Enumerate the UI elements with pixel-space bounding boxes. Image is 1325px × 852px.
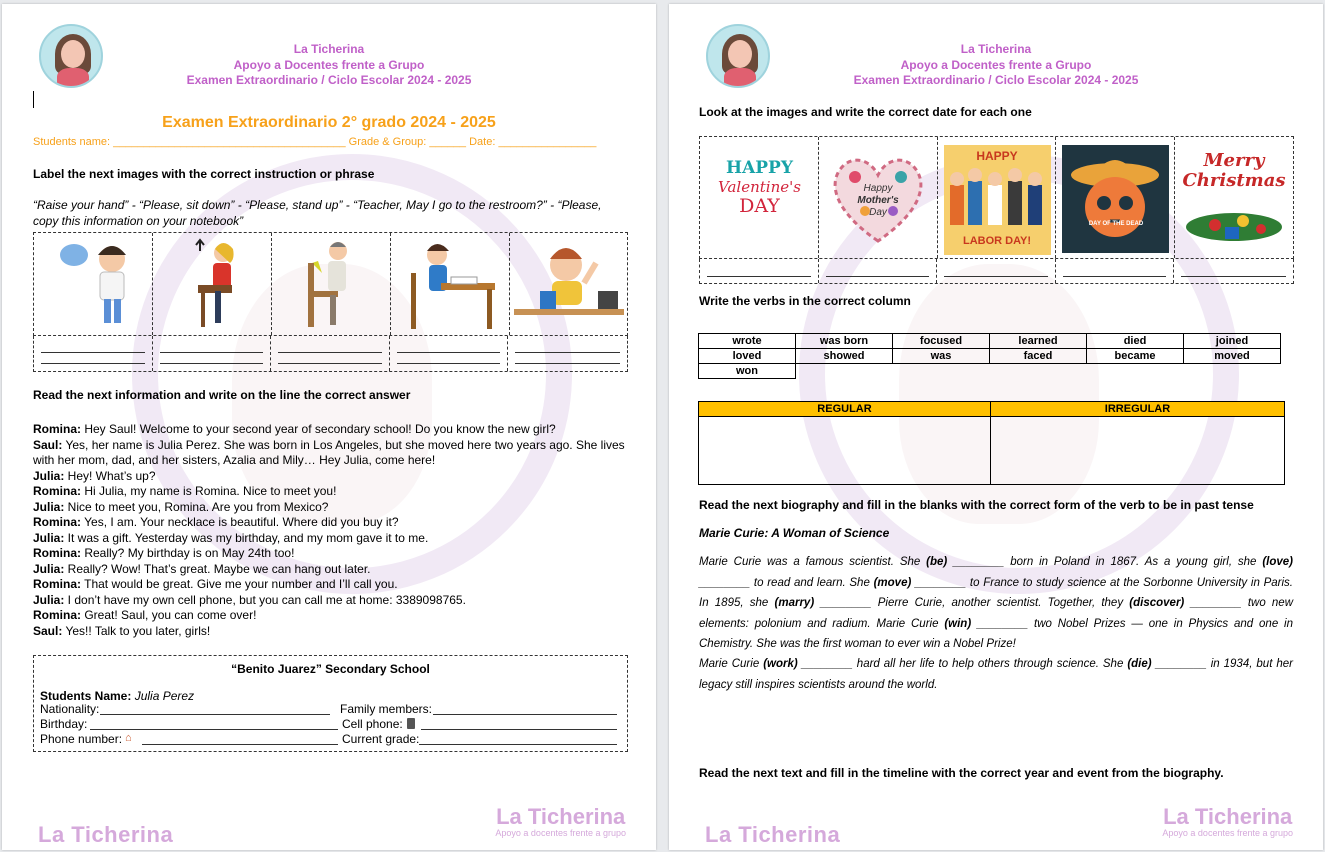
verb-cell: died (1087, 334, 1184, 349)
dialogue (33, 422, 628, 639)
image-raise-hand (510, 233, 629, 335)
dialogue-speaker: Saul: (33, 623, 63, 638)
footer-logo-brand: La Ticherina (496, 804, 626, 829)
card-nationality-label: Nationality: (40, 702, 100, 716)
regular-column[interactable] (699, 417, 991, 484)
header-subtitle: Apoyo a Docentes frente a Grupo (900, 57, 1092, 72)
verb-cell: won (699, 364, 796, 379)
dialogue-speaker: Saul: (33, 437, 63, 452)
dialogue-text: That would be great. Give me your number and I’ll call you. (81, 577, 398, 591)
verb-cell: learned (990, 334, 1087, 349)
header-exam: Examen Extraordinario / Ciclo Escolar 2024 - 2025 (853, 73, 1139, 87)
header-brand: La Ticherina (960, 42, 1032, 56)
card-phone-label: Phone number: (40, 732, 123, 746)
exam-title: Examen Extraordinario 2° grado 2024 - 2025 (162, 114, 496, 131)
verb-cell: showed (796, 349, 893, 364)
instruction-images-row (33, 232, 628, 336)
section-title-timeline: Read the next text and fill in the timeline with the correct year and event from the biography. (699, 766, 1224, 780)
dialogue-text: Hey Saul! Welcome to your second year of secondary school! Do you know the new girl? (81, 422, 556, 436)
date-blank[interactable] (819, 259, 938, 283)
dialogue-text: Yes, her name is Julia Perez. She was born in Los Angeles, but she moved here two years ago. She lives with her mom, dad, and her sisters, Azalia and Mily… Hey Julia, come here! (33, 437, 625, 467)
image-stand-up (153, 233, 272, 335)
document-header (669, 42, 1323, 89)
dialogue-line (33, 531, 628, 547)
answer-blank[interactable] (390, 336, 509, 371)
section-title-verbs: Write the verbs in the correct column (699, 294, 911, 308)
header-subtitle: Apoyo a Docentes frente a Grupo (233, 57, 425, 72)
dialogue-speaker: Julia: (33, 592, 65, 607)
regular-header: REGULAR (699, 402, 991, 417)
phone-blank[interactable] (142, 744, 338, 745)
verb-cue: (die) (1127, 658, 1152, 670)
card-name-label: Students Name: (40, 689, 132, 703)
card-school-name: “Benito Juarez” Secondary School (231, 662, 430, 676)
footer-logo (1162, 806, 1293, 838)
answer-blank[interactable] (271, 336, 390, 371)
dialogue-text: Yes!! Talk to you later, girls! (62, 623, 211, 638)
labor-day: LABOR DAY! (962, 235, 1032, 247)
bio-text: ________ hard all her life to help others through science. She (797, 658, 1128, 670)
mothers-happy: Happy (863, 183, 893, 194)
dialogue-text: Nice to meet you, Romina. Are you from Mexico? (64, 499, 329, 514)
bio-paragraph-2 (699, 654, 1293, 695)
verb-cell: loved (699, 349, 796, 364)
date-blank[interactable] (937, 259, 1056, 283)
card-grade-label: Current grade: (342, 732, 420, 746)
bio-text: ________ in 1934, but her legacy still inspires scientists around the world. (699, 658, 1293, 691)
valentine-happy: HAPPY (726, 158, 793, 178)
footer-logo-tagline: Apoyo a docentes frente a grupo (1162, 828, 1293, 838)
header-exam: Examen Extraordinario / Ciclo Escolar 2024 - 2025 (186, 73, 472, 87)
card-birthday-label: Birthday: (40, 717, 88, 731)
verb-cue: (move) (873, 576, 912, 589)
dialogue-text: It was a gift. Yesterday was my birthday, and my mom gave it to me. (64, 530, 429, 545)
section-title-dates: Look at the images and write the correct date for each one (699, 105, 1032, 119)
date-blank[interactable] (1174, 259, 1293, 283)
footer-logo-brand: La Ticherina (1163, 804, 1293, 829)
image-labor-day (938, 137, 1057, 258)
bio-text: ________ to France to study science at the Sorbonne University in Paris. In 1895, she (699, 576, 1293, 609)
dialogue-line (33, 577, 628, 593)
dialogue-speaker: Julia: (33, 561, 65, 576)
birthday-blank[interactable] (90, 729, 338, 730)
regular-irregular-table (698, 401, 1285, 485)
holiday-images-row (699, 136, 1294, 259)
verb-cell: was born (796, 334, 893, 349)
bio-text: ________ two Nobel Prizes — one in Physics and one in Chemistry. She was the first woman to ever win a Nobel Prize! (699, 617, 1294, 650)
dialogue-text: I don’t have my own cell phone, but you can call me at home: 3389098765. (64, 592, 466, 607)
dialogue-text: Really? My birthday is on May 24th too! (81, 546, 295, 560)
mothers-name: Mother's (857, 195, 899, 206)
verb-cue: (marry) (774, 597, 815, 609)
dialogue-line (33, 608, 628, 624)
verb-cell: became (1087, 349, 1184, 364)
card-name-value: Julia Perez (134, 689, 195, 703)
house-icon: ⌂ (125, 732, 132, 744)
bio-text: ________ two new elements: polonium and radium. Marie Curie (699, 597, 1294, 630)
dialogue-speaker: Romina: (33, 577, 81, 591)
footer-brand: La Ticherina (38, 822, 174, 847)
verb-cell: wrote (699, 334, 796, 349)
dialogue-line (33, 438, 628, 469)
bio-paragraph-1 (699, 552, 1293, 655)
phrase-bank: “Raise your hand” - “Please, sit down” - “Please, stand up” - “Teacher, May I go to the restroom?” - “Please, copy this information on your notebook” (33, 198, 602, 228)
bio-title: Marie Curie: A Woman of Science (699, 526, 890, 540)
labor-happy: HAPPY (976, 149, 1018, 163)
verb-cell: faced (990, 349, 1087, 364)
page-1 (2, 4, 656, 850)
page-2 (669, 4, 1323, 850)
section-title-read-info: Read the next information and write on the line the correct answer (33, 388, 411, 402)
date-blank[interactable] (700, 259, 819, 283)
section-title-label-images: Label the next images with the correct instruction or phrase (33, 167, 375, 181)
bio-text: Marie Curie (699, 658, 764, 670)
cellphone-icon (407, 718, 415, 729)
image-day-of-the-dead (1056, 137, 1175, 258)
verb-cue: (love) (1262, 556, 1293, 568)
verb-cell: joined (1184, 334, 1281, 349)
dead-label: DAY OF THE DEAD (1088, 221, 1144, 227)
card-cell-label: Cell phone: (342, 717, 403, 731)
document-header (2, 42, 656, 89)
header-brand: La Ticherina (293, 42, 365, 56)
verb-cell: was (893, 349, 990, 364)
student-id-card (33, 655, 628, 752)
family-blank[interactable] (433, 714, 617, 715)
mothers-day: Day (869, 207, 887, 218)
verbs-row (699, 364, 1281, 379)
watermark-portrait (899, 264, 1099, 524)
nationality-blank[interactable] (100, 714, 330, 715)
dialogue-line (33, 546, 628, 562)
footer-brand: La Ticherina (705, 822, 841, 847)
image-copy-notebook (391, 233, 510, 335)
grade-blank[interactable] (419, 744, 617, 745)
footer-logo (495, 806, 626, 838)
valentine-day: DAY (739, 195, 780, 217)
dialogue-speaker: Julia: (33, 468, 65, 483)
dialogue-text: Yes, I am. Your necklace is beautiful. Where did you buy it? (81, 515, 399, 529)
dialogue-line (33, 484, 628, 500)
verb-cue: (discover) (1129, 597, 1185, 609)
answer-blank[interactable] (508, 336, 627, 371)
dialogue-line (33, 469, 628, 485)
verb-cell: focused (893, 334, 990, 349)
dialogue-speaker: Julia: (33, 499, 65, 514)
bio-text: ________ born in Poland in 1867. As a young girl, she (947, 556, 1263, 568)
christmas-merry: Merry (1203, 150, 1265, 171)
image-sit-down (272, 233, 391, 335)
valentine-name: Valentine's (718, 178, 801, 196)
image-restroom (34, 233, 153, 335)
dialogue-speaker: Romina: (33, 546, 81, 560)
date-answer-row (699, 259, 1294, 284)
christmas-name: Christmas (1182, 170, 1286, 191)
date-blank[interactable] (1056, 259, 1175, 283)
cell-blank[interactable] (421, 729, 617, 730)
dialogue-line (33, 422, 628, 438)
card-family-label: Family members: (340, 702, 433, 716)
irregular-header: IRREGULAR (991, 402, 1284, 417)
dialogue-text: Really? Wow! That’s great. Maybe we can hang out later. (64, 561, 371, 576)
verb-cue: (win) (944, 617, 972, 630)
verb-empty (796, 364, 1281, 379)
dialogue-line (33, 500, 628, 516)
dialogue-line (33, 562, 628, 578)
dialogue-line (33, 515, 628, 531)
verbs-table (698, 333, 1281, 379)
dialogue-speaker: Romina: (33, 608, 81, 622)
answer-blank[interactable] (153, 336, 272, 371)
answer-lines-row (33, 336, 628, 372)
dialogue-text: Hey! What’s up? (64, 468, 156, 483)
image-mothers-day (819, 137, 938, 258)
verb-cue: (work) (763, 658, 798, 670)
text-cursor (33, 91, 34, 108)
dialogue-speaker: Romina: (33, 422, 81, 436)
verb-cue: (be) (926, 556, 948, 568)
footer-logo-tagline: Apoyo a docentes frente a grupo (495, 828, 626, 838)
verb-cell: moved (1184, 349, 1281, 364)
student-info-line[interactable]: Students name: ______________________________________ Grade & Group: ______ Date: ________________ (33, 136, 597, 148)
dialogue-speaker: Romina: (33, 484, 81, 498)
dialogue-text: Hi Julia, my name is Romina. Nice to meet you! (81, 484, 337, 498)
image-christmas (1175, 137, 1294, 258)
dialogue-line (33, 593, 628, 609)
verbs-row (699, 334, 1281, 349)
dialogue-speaker: Julia: (33, 530, 65, 545)
bio-text: ________ to read and learn. She (699, 576, 874, 589)
dialogue-line (33, 624, 628, 640)
irregular-column[interactable] (991, 417, 1284, 484)
image-valentines (700, 137, 819, 258)
bio-text: ________ Pierre Curie, another scientist. Together, they (814, 597, 1130, 609)
dialogue-text: Great! Saul, you can come over! (81, 608, 257, 622)
verbs-row (699, 349, 1281, 364)
section-title-biography: Read the next biography and fill in the blanks with the correct form of the verb to be in past tense (699, 498, 1254, 512)
dialogue-speaker: Romina: (33, 515, 81, 529)
answer-blank[interactable] (34, 336, 153, 371)
bio-text: Marie Curie was a famous scientist. She (699, 556, 927, 568)
